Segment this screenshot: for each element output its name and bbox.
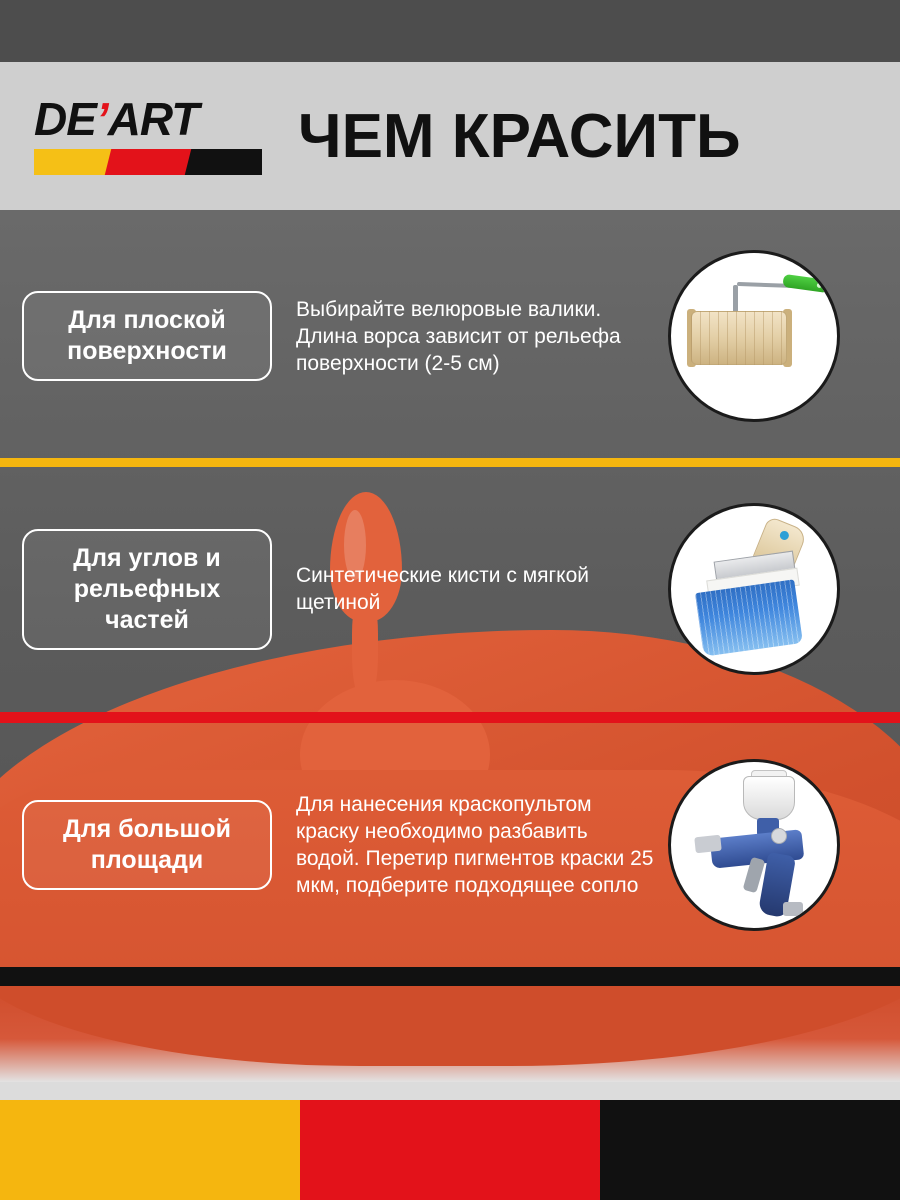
header-bar [0,62,900,210]
logo-flag-icon [34,149,262,175]
description-1: Выбирайте велюровые валики. Длина ворса зависит от рельефа поверхности (2-5 см) [296,297,621,375]
pill-label-1: Для плоской поверхности [22,291,272,381]
description-2: Синтетические кисти с мягкой щетиной [296,564,589,614]
row-flat-surface [0,214,900,458]
pill-label-2: Для углов и рельефных частей [22,529,272,650]
footer-flag-icon [0,1100,900,1200]
page-title: ЧЕМ КРАСИТЬ [298,101,741,171]
logo-text-accent: ’ [95,93,108,145]
footer-paint-photo [0,986,900,1082]
logo-text-main: DE [34,93,96,145]
logo-text-tail: ART [107,93,199,145]
description-3: Для нанесения краскопультом краску необходимо разбавить водой. Перетир пигментов краски 25 мкм, подберите подходящее сопло [296,793,654,897]
paint-roller-icon [668,250,840,422]
divider-yellow [0,458,900,467]
spray-gun-icon [668,759,840,931]
divider-black [0,967,900,986]
logo-wordmark [34,93,198,145]
footer-area [0,986,900,1200]
divider-red [0,712,900,723]
paint-brush-icon [668,503,840,675]
row-large-area [0,723,900,967]
pill-label-3: Для большой площади [22,800,272,890]
top-strip [0,0,900,62]
row-corners [0,467,900,711]
brand-logo [34,93,274,179]
